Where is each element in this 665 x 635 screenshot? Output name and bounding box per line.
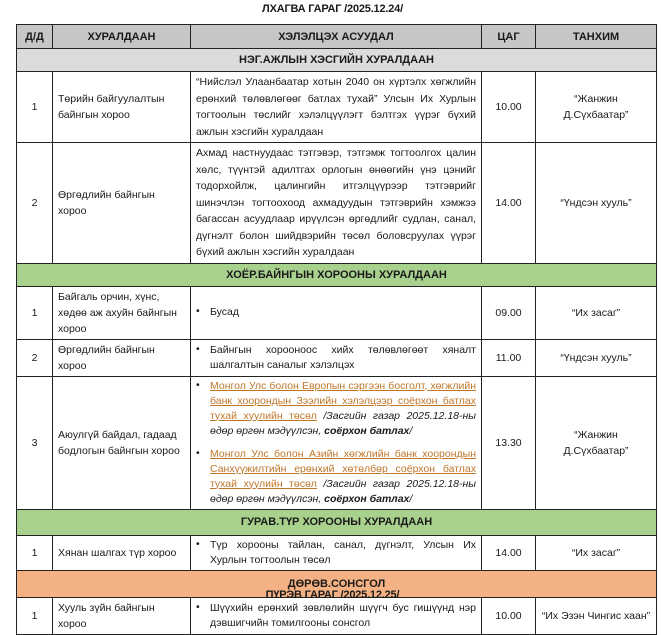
section-title: ГУРАВ.ТҮР ХОРООНЫ ХУРАЛДААН	[17, 509, 657, 535]
bullet-icon: •	[196, 446, 200, 459]
row-number: 2	[17, 143, 53, 264]
note-bold: соёрхон батлах	[324, 492, 410, 505]
law-draft-link[interactable]: Монгол Улс болон Европын сэргээн босголт, хөгжлийн банк хоорондын Зээлийн хэлэлцээр соёрхон батлах тухай хуулийн төсөл	[210, 379, 476, 422]
bullet-icon: •	[196, 378, 200, 391]
section-row	[17, 49, 657, 72]
agenda-text: Ахмад настнуудаас тэтгэвэр, тэтгэмж тогтоолгох цалин хөлс, түүнтэй адилтгах орлогын өнөөгийн үнэ цэнийг тодорхойлж, цалингийн итгэлцүүрээр тэтгэврийг шинэчлэн тогтоохоод ахмадуудын тэтгэврийн хэмжээ багассан асуудлаар ирүүлсэн өргөдлийг судлан, санал, дүгнэлт болон шийдвэрийн төсөл боловсруулах үүрэг бүхий ажлын хэсгийн хуралдаан	[191, 143, 482, 264]
col-header-hall: ТАНХИМ	[536, 25, 657, 49]
hall-name: “Үндсэн хууль”	[536, 339, 657, 376]
agenda-text: Шүүхийн ерөнхий зөвлөлийн шүүгч бус гишүүнд нэр дэвшигчийн томилгооны сонсгол	[210, 601, 476, 629]
agenda-text: Бусад	[210, 306, 240, 318]
committee-name: Өргөдлийн байнгын хороо	[53, 339, 191, 376]
section-row	[17, 263, 657, 286]
committee-name: Байгаль орчин, хүнс, хөдөө аж ахуйн байнгын хороо	[53, 286, 191, 339]
agenda-cell	[191, 339, 482, 376]
session-time: 10.00	[482, 72, 536, 143]
table-row	[17, 535, 657, 570]
session-time: 13.30	[482, 376, 536, 509]
note-end: /	[409, 424, 413, 437]
agenda-cell	[191, 286, 482, 339]
bullet-icon: •	[196, 600, 200, 613]
col-header-agenda: ХЭЛЭЛЦЭХ АСУУДАЛ	[191, 25, 482, 49]
row-number: 2	[17, 339, 53, 376]
law-draft-link[interactable]: Монгол Улс болон Азийн хөгжлийн банк хоорондын Санхүүжилтийн ерөнхий хөтөлбөр соёрхон батлах тухай хуулийн төсөл	[210, 447, 476, 490]
table-row	[17, 143, 657, 264]
schedule-table	[16, 24, 657, 635]
section-title: НЭГ.АЖЛЫН ХЭСГИЙН ХУРАЛДААН	[17, 49, 657, 72]
section-title: ДӨРӨВ.СОНСГОЛ	[17, 570, 657, 597]
bullet-icon: •	[196, 305, 200, 317]
session-time: 09.00	[482, 286, 536, 339]
note-end: /	[409, 492, 413, 505]
agenda-bullet	[196, 601, 476, 631]
header-row	[17, 25, 657, 49]
agenda-cell	[191, 597, 482, 634]
agenda-bullet	[196, 343, 476, 373]
table-row	[17, 376, 657, 509]
col-header-time: ЦАГ	[482, 25, 536, 49]
session-time: 10.00	[482, 597, 536, 634]
col-header-session: ХУРАЛДААН	[53, 25, 191, 49]
row-number: 1	[17, 535, 53, 570]
committee-name: Хянан шалгах түр хороо	[53, 535, 191, 570]
bullet-icon: •	[196, 537, 200, 550]
row-number: 1	[17, 72, 53, 143]
day-title: ЛХАГВА ГАРАГ /2025.12.24/	[262, 3, 403, 15]
table-row	[17, 597, 657, 634]
note-text: /Засгийн газар 2025.12.18-ны өдөр өргөн мэдүүлсэн,	[210, 409, 476, 437]
row-number: 1	[17, 597, 53, 634]
bullet-icon: •	[196, 342, 200, 355]
hall-name: “Жанжин Д.Сүхбаатар”	[536, 376, 657, 509]
session-time: 14.00	[482, 535, 536, 570]
note-bold: соёрхон батлах	[324, 424, 410, 437]
agenda-text: Байнгын хорооноос хийх төлөвлөгөөт хяналт шалгалтын саналыг хэлэлцэх	[210, 343, 476, 371]
hall-name: “Их засаг”	[536, 535, 657, 570]
row-number: 1	[17, 286, 53, 339]
agenda-cell	[191, 376, 482, 509]
hall-name: “Жанжин Д.Сүхбаатар”	[536, 72, 657, 143]
agenda-text: “Нийслэл Улаанбаатар хотын 2040 он хүртэлх хөгжлийн ерөнхий төлөвлөгөөг батлах тухай” Улсын Их Хурлын тогтоолын төслийг хэлэлцүүлэгт бэлтгэх үүрэг бүхий ажлын хэсгийн хуралдаан	[191, 72, 482, 143]
agenda-text: Түр хорооны тайлан, санал, дүгнэлт, Улсын Их Хурлын тогтоолын төсөл	[210, 538, 476, 566]
committee-name: Өргөдлийн байнгын хороо	[53, 143, 191, 264]
committee-name: Хууль зүйн байнгын хороо	[53, 597, 191, 634]
col-header-number: Д/Д	[17, 25, 53, 49]
row-number: 3	[17, 376, 53, 509]
section-row	[17, 509, 657, 535]
next-day-title: ПҮРЭВ ГАРАГ /2025.12.25/	[265, 589, 400, 601]
hall-name: “Их засаг”	[536, 286, 657, 339]
hall-name: “Их Эзэн Чингис хаан”	[536, 597, 657, 634]
session-time: 14.00	[482, 143, 536, 264]
table-row	[17, 286, 657, 339]
committee-name: Төрийн байгуулалтын байнгын хороо	[53, 72, 191, 143]
table-row	[17, 339, 657, 376]
agenda-bullet	[196, 305, 476, 320]
committee-name: Аюулгүй байдал, гадаад бодлогын байнгын хороо	[53, 376, 191, 509]
agenda-cell	[191, 535, 482, 570]
hall-name: “Үндсэн хууль”	[536, 143, 657, 264]
section-title: ХОЁР.БАЙНГЫН ХОРООНЫ ХУРАЛДААН	[17, 263, 657, 286]
table-row	[17, 72, 657, 143]
agenda-bullet	[196, 379, 476, 439]
session-time: 11.00	[482, 339, 536, 376]
agenda-bullet	[196, 447, 476, 507]
agenda-bullet	[196, 538, 476, 568]
note-text: /Засгийн газар 2025.12.18-ны өдөр өргөн мэдүүлсэн,	[210, 477, 476, 505]
